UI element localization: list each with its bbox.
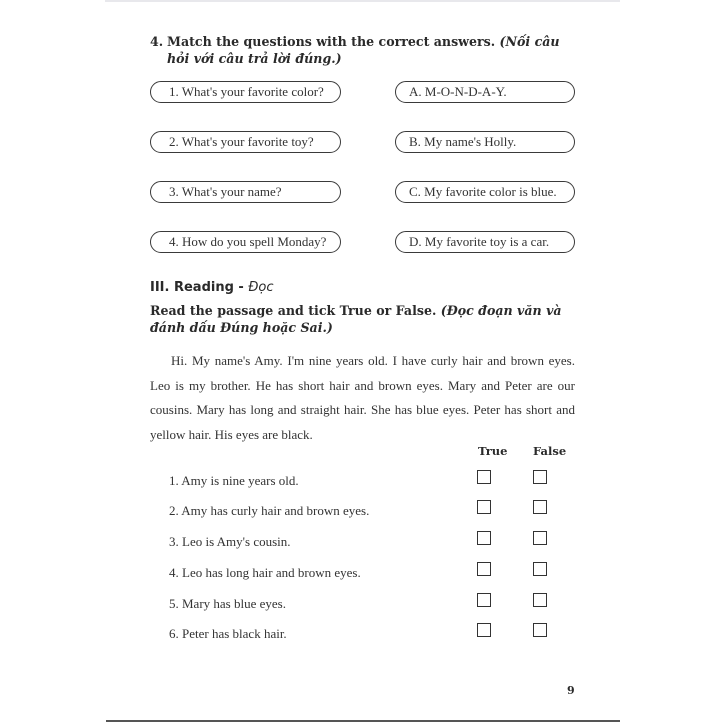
- reading-section-heading: [150, 280, 274, 295]
- reading-passage: Hi. My name's Amy. I'm nine years old. I have curly hair and brown eyes. Leo is my brother. He has short hair and brown eyes. Mary and Peter are our cousins. Mary has long and straight hair. She has blue eyes. Peter has short and yellow hair. His eyes are black.: [150, 353, 575, 442]
- statement-1: 1. Amy is nine years old.: [169, 473, 299, 488]
- reading-instruction: [150, 302, 580, 336]
- exercise-number: 4.: [150, 34, 164, 49]
- reading-instruction-vi: (Đọc đoạn văn và đánh dấu Đúng hoặc Sai.): [150, 303, 562, 335]
- section-title-vi: Đọc: [248, 280, 274, 295]
- answer-pill-a[interactable]: A. M-O-N-D-A-Y.: [395, 81, 575, 103]
- true-checkbox-6[interactable]: [477, 623, 491, 637]
- false-checkbox-2[interactable]: [533, 500, 547, 514]
- question-pill-3[interactable]: 3. What's your name?: [150, 181, 341, 203]
- false-checkbox-1[interactable]: [533, 470, 547, 484]
- question-pill-4[interactable]: 4. How do you spell Monday?: [150, 231, 341, 253]
- instruction-en: Match the questions with the correct answers.: [167, 34, 496, 49]
- statement-2: 2. Amy has curly hair and brown eyes.: [169, 503, 370, 518]
- true-checkbox-4[interactable]: [477, 562, 491, 576]
- true-checkbox-5[interactable]: [477, 593, 491, 607]
- true-checkbox-1[interactable]: [477, 470, 491, 484]
- bottom-page-edge: [106, 720, 620, 722]
- reading-instruction-en: Read the passage and tick True or False.: [150, 303, 437, 318]
- answer-pill-b[interactable]: B. My name's Holly.: [395, 131, 575, 153]
- top-page-edge: [105, 0, 620, 2]
- false-checkbox-4[interactable]: [533, 562, 547, 576]
- statement-4: 4. Leo has long hair and brown eyes.: [169, 565, 361, 580]
- section-title: III. Reading -: [150, 280, 249, 295]
- false-checkbox-5[interactable]: [533, 593, 547, 607]
- question-pill-2[interactable]: 2. What's your favorite toy?: [150, 131, 341, 153]
- false-checkbox-3[interactable]: [533, 531, 547, 545]
- question-pill-1[interactable]: 1. What's your favorite color?: [150, 81, 341, 103]
- false-column-header: False: [533, 444, 567, 458]
- answer-pill-d[interactable]: D. My favorite toy is a car.: [395, 231, 575, 253]
- false-checkbox-6[interactable]: [533, 623, 547, 637]
- answer-pill-c[interactable]: C. My favorite color is blue.: [395, 181, 575, 203]
- true-column-header: True: [478, 444, 508, 458]
- exercise-4-instruction: [150, 33, 580, 67]
- statement-5: 5. Mary has blue eyes.: [169, 596, 286, 611]
- instruction-vi: (Nối câu hỏi với câu trả lời đúng.): [167, 34, 560, 66]
- statement-3: 3. Leo is Amy's cousin.: [169, 534, 291, 549]
- page-number: 9: [567, 684, 575, 697]
- true-checkbox-3[interactable]: [477, 531, 491, 545]
- true-checkbox-2[interactable]: [477, 500, 491, 514]
- statement-6: 6. Peter has black hair.: [169, 626, 287, 641]
